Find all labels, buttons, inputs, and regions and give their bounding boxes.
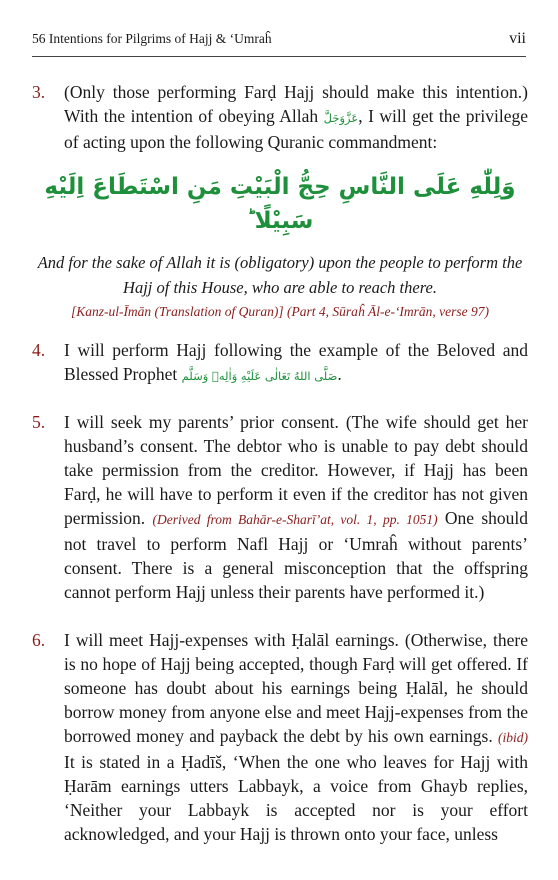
item-text: (Only those performing Farḍ Hajj should make this intention.) With the intention of obeying Allah عَزَّوَجَلَّ, I will get the privilege of acting upon the following Quranic commandment:: [64, 82, 528, 152]
quran-verse-arabic: وَلِلّٰهِ عَلَى النَّاسِ حِجُّ الْبَيْتِ مَنِ اسْتَطَاعَ اِلَيْهِ سَبِيْلًا ؕ: [44, 174, 516, 234]
honorific-arabic: صَلَّى اللهُ تَعَالٰى عَلَيْهِ وَاٰلِهٖ وَسَلَّم: [181, 369, 338, 383]
header-divider: [32, 56, 526, 57]
honorific-arabic: عَزَّوَجَلَّ: [323, 111, 359, 125]
running-header: [32, 30, 526, 48]
intention-item-5: [32, 410, 528, 604]
citation: (ibid): [498, 730, 528, 745]
intention-item-6: [32, 628, 528, 846]
item-text: I will meet Hajj-expenses with Ḥalāl earnings. (Otherwise, there is no hope of Hajj being accepted, though Farḍ will get offered. If someone has doubt about his earnings being Ḥalāl, he should borrow money from anyone else and meet Hajj-expenses from the borrowed money and payback the debt by his own earnings. (ibid) It is stated in a Ḥadīš, ‘When the one who leaves for Hajj with Ḥarām earnings utters Labbayk, a voice from Ghayb replies, ‘Neither your Labbayk is accepted nor is your effort acknowledged, and your Hajj is thrown onto your face, unless: [64, 630, 528, 844]
verse-translation: And for the sake of Allah it is (obligatory) upon the people to perform the Hajj of this House, who are able to reach there.: [37, 253, 523, 297]
verse-reference: [Kanz-ul-Īmān (Translation of Quran)] (Part 4, Sūraĥ Āl-e-‘Imrān, verse 97): [70, 304, 490, 319]
page-number: vii: [509, 30, 526, 47]
intention-item-3: [32, 80, 528, 320]
item-number: 3.: [32, 82, 46, 102]
item-text: I will seek my parents’ prior consent. (The wife should get her husband’s consent. The debtor who is unable to pay debt should take permission from the creditor. However, if Hajj has been Farḍ, he will have to perform it even if the creditor has not given permission. (Derived from Bahār-e-Sharī’at, vol. 1, pp. 1051) One should not travel to perform Nafl Hajj or ‘Umraĥ without parents’ consent. There is a general misconception that the offspring cannot perform Hajj unless their parents have performed it.): [64, 412, 529, 602]
item-text: I will perform Hajj following the example of the Beloved and Blessed Prophet صَلَّى اللهُ تَعَالٰى عَلَيْهِ وَاٰلِهٖ وَسَلَّم.: [64, 340, 528, 384]
running-title: 56 Intentions for Pilgrims of Hajj & ‘Umraĥ: [32, 31, 272, 46]
intention-item-4: [32, 338, 528, 388]
item-number: 5.: [32, 412, 46, 432]
citation: (Derived from Bahār-e-Sharī’at, vol. 1, pp. 1051): [152, 512, 438, 527]
item-number: 4.: [32, 340, 46, 360]
item-number: 6.: [32, 630, 46, 650]
